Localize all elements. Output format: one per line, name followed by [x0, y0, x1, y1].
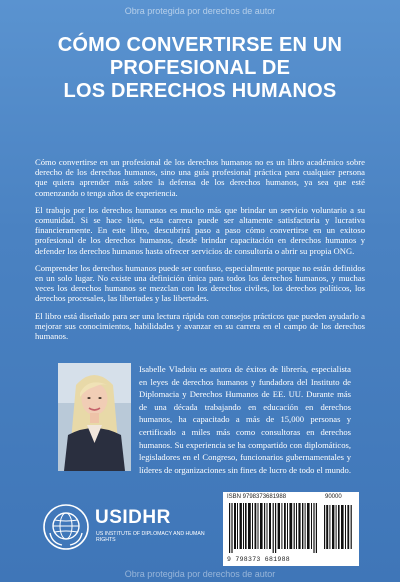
- price-code: 90000: [325, 494, 342, 500]
- title-line-1: CÓMO CONVERTIRSE EN UN: [57, 34, 343, 56]
- isbn-digits: 9 798373 681988: [227, 556, 291, 563]
- watermark-top: Obra protegida por derechos de autor: [124, 6, 276, 16]
- org-logo-subtitle: US INSTITUTE OF DIPLOMACY AND HUMAN RIGHTS: [96, 531, 205, 544]
- author-bio: Isabelle Vladoiu es autora de éxitos de librería, especialista en leyes de derechos humanos y fundadora del Instituto de Diplomacia y Derechos Humanos de EE. UU. Durante más de una década trabajando en educación en derechos humanos, ha capacitado a más de 15,000 personas y certificado a miles más como consultoras en derechos humanos. Su experiencia se ha compartido con diplomáticos, legisladores en el Congreso, funcionarios gubernamentales y líderes de organizaciones sin fines de lucro de todo el mundo.: [139, 364, 351, 475]
- blurb-paragraph-4: El libro está diseñado para ser una lectura rápida con consejos prácticos que pueden ayudarlo a mejorar sus conocimientos, habilidades y avanzar en su carrera en el campo de los derechos humanos.: [35, 310, 365, 342]
- barcode-bars: [229, 503, 319, 553]
- blurb: [35, 157, 365, 348]
- isbn-barcode: [223, 492, 359, 566]
- isbn-label: ISBN 9798373681988: [227, 494, 287, 500]
- blurb-paragraph-3: Comprender los derechos humanos puede ser confuso, especialmente porque no están definidos en un solo lugar. No existe una definición única para todos los derechos humanos, y muchas veces los derechos humanos se mezclan con los derechos civiles, los derechos políticos, los derechos procesales, las libertades y las libertades.: [35, 262, 365, 304]
- title-line-2: PROFESIONAL DE: [109, 57, 291, 79]
- watermark-bottom: Obra protegida por derechos de autor: [124, 569, 276, 579]
- blurb-paragraph-2: El trabajo por los derechos humanos es mucho más que brindar un servicio voluntario a su comunidad. Si se hace bien, esta carrera puede ser altamente satisfactoria y lucrativa financieramente. En este libro, descubrirá paso a paso cómo convertirse en un exitoso profesional de los derechos humanos, desde brindar capacitación en derechos humanos y defender los derechos humanos hasta ofrecer servicios de consultoría o abrir su propia ONG.: [35, 204, 365, 256]
- globe-laurel-icon: [42, 503, 90, 551]
- book-title: [10, 34, 390, 103]
- blurb-paragraph-1: Cómo convertirse en un profesional de los derechos humanos no es un libro académico sobre derecho de los derechos humanos, sino una guía profesional práctica para cualquier persona que quiera aprender más sobre la defensa de los derechos humanos, ya sea que esté comenzando o tenga años de experiencia.: [35, 157, 365, 198]
- addon-barcode-bars: [324, 503, 354, 549]
- author-photo: [58, 363, 131, 471]
- org-logo-name: USIDHR: [95, 507, 171, 528]
- title-line-3: LOS DERECHOS HUMANOS: [63, 80, 337, 102]
